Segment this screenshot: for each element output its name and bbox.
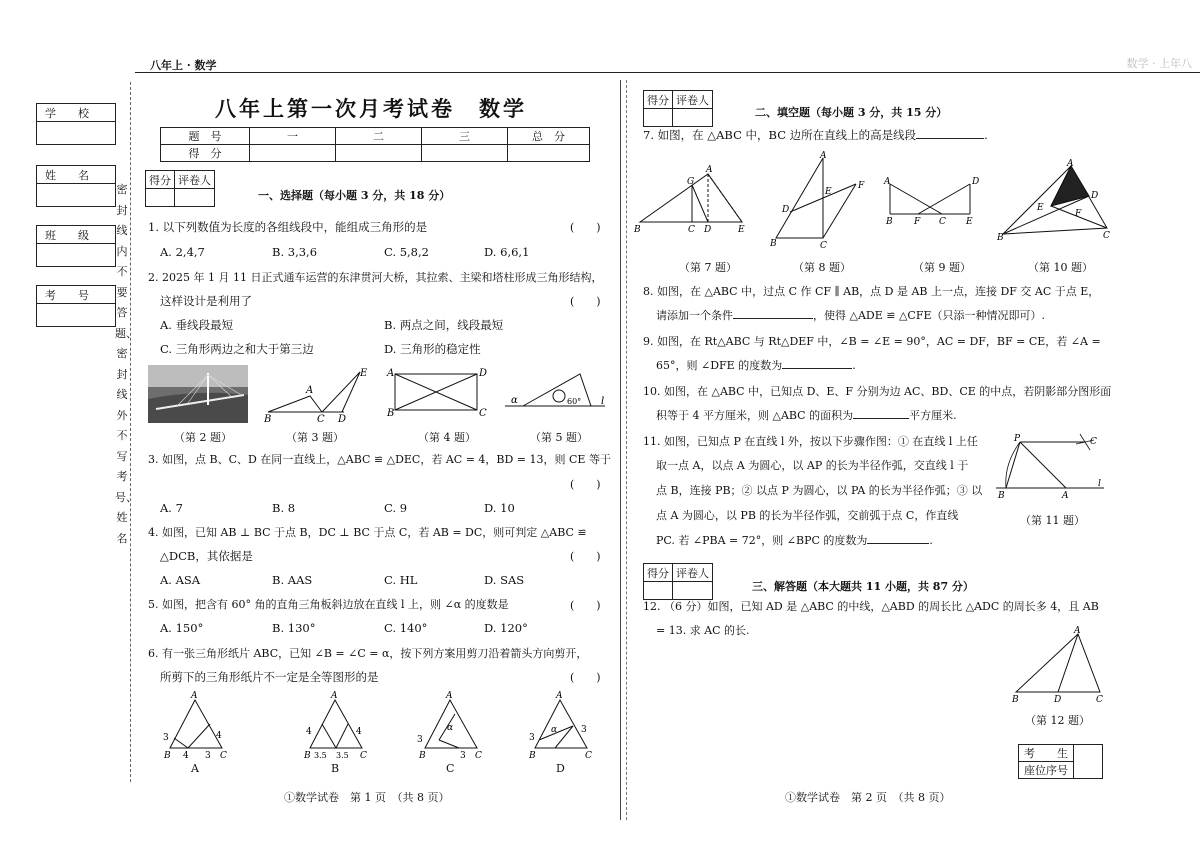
svg-text:B: B bbox=[634, 225, 641, 235]
svg-text:C: C bbox=[1103, 231, 1110, 241]
class-field[interactable] bbox=[36, 225, 116, 267]
section-1-title: 一、选择题（每小题 3 分，共 18 分） bbox=[258, 189, 451, 202]
q11-text-1: 11. 如图，已知点 P 在直线 l 外，按以下步骤作图：① 在直线 l 上任 bbox=[643, 435, 978, 448]
svg-text:4: 4 bbox=[356, 727, 362, 737]
q10-text-1: 10. 如图，在 △ABC 中，已知点 D、E、F 分别为边 AC、BD、CE 的中点，若阴影部分图形面 bbox=[643, 385, 1112, 398]
figure-q6-d bbox=[525, 690, 595, 765]
svg-text:A: A bbox=[1062, 491, 1069, 501]
q7-stem: 7. 如图，在 △ABC 中，BC 边所在直线上的高是线段 bbox=[643, 128, 917, 142]
q4-option-c: C. HL bbox=[384, 573, 418, 587]
svg-text:A: A bbox=[556, 691, 563, 701]
figure-q10 bbox=[995, 158, 1115, 243]
fig3-caption: （第 3 题） bbox=[286, 431, 344, 444]
q3-option-a: A. 7 bbox=[160, 501, 183, 515]
q8-end: ，使得 △ADE ≌ △CFE（只添一种情况即可）. bbox=[813, 309, 1045, 322]
svg-text:C: C bbox=[1096, 695, 1103, 705]
grader-reviewer-cell[interactable] bbox=[673, 582, 713, 600]
svg-text:B: B bbox=[387, 408, 395, 419]
name-label: 姓 名 bbox=[37, 166, 115, 184]
svg-text:3: 3 bbox=[581, 725, 587, 735]
svg-text:D: D bbox=[782, 205, 790, 215]
page-title: 八年上第一次月考试卷 数学 bbox=[215, 97, 527, 121]
svg-text:B: B bbox=[998, 491, 1005, 501]
q10-blank[interactable] bbox=[853, 418, 909, 419]
score-cell[interactable] bbox=[336, 145, 422, 162]
svg-text:A: A bbox=[820, 151, 827, 161]
q6-label-b: B bbox=[331, 762, 340, 775]
svg-text:A: A bbox=[884, 177, 891, 187]
q1-option-d: D. 6,6,1 bbox=[484, 245, 530, 259]
figure-q6-a bbox=[160, 690, 230, 765]
q9-blank[interactable] bbox=[782, 368, 852, 369]
q4-option-d: D. SAS bbox=[484, 573, 525, 587]
footer-page-1: ①数学试卷 第 1 页 （共 8 页） bbox=[284, 791, 450, 804]
seat-number-box bbox=[1018, 744, 1103, 779]
svg-text:A: A bbox=[191, 691, 198, 701]
score-cell[interactable] bbox=[250, 145, 336, 162]
fig7-caption: （第 7 题） bbox=[679, 261, 737, 274]
q4-option-b: B. AAS bbox=[272, 573, 313, 587]
grader-reviewer-label: 评卷人 bbox=[175, 171, 215, 189]
q4-text-1: 4. 如图，已知 AB ⊥ BC 于点 B，DC ⊥ BC 于点 C，若 AB = DC，则可判定 △ABC ≌ bbox=[148, 526, 587, 539]
school-label: 学 校 bbox=[37, 104, 115, 122]
q8-text-1: 8. 如图，在 △ABC 中，过点 C 作 CF ∥ AB，点 D 是 AB 上一点，连接 DF 交 AC 于点 E， bbox=[643, 285, 1100, 298]
header-subject: 八年上 · 数学 bbox=[150, 59, 217, 72]
svg-text:3.5: 3.5 bbox=[336, 751, 349, 760]
seat-number-cell[interactable] bbox=[1074, 745, 1103, 779]
svg-text:A: A bbox=[1074, 626, 1081, 636]
q11-end: . bbox=[929, 534, 933, 547]
q3-option-b: B. 8 bbox=[272, 501, 296, 515]
grader-score-cell[interactable] bbox=[644, 109, 673, 127]
q2-text-1: 2. 2025 年 1 月 11 日正式通车运营的东津贯河大桥，其拉索、主梁和塔柱形成三角形结构， bbox=[148, 271, 603, 284]
svg-text:C: C bbox=[479, 408, 487, 419]
q9-stem: 65°，则 ∠DFE 的度数为 bbox=[656, 359, 783, 372]
q5-option-d: D. 120° bbox=[484, 621, 528, 635]
fig9-caption: （第 9 题） bbox=[913, 261, 971, 274]
grader-score-cell[interactable] bbox=[644, 582, 673, 600]
svg-text:F: F bbox=[858, 181, 865, 191]
svg-text:E: E bbox=[1037, 203, 1044, 213]
svg-text:D: D bbox=[704, 225, 712, 235]
figure-q5 bbox=[505, 368, 610, 416]
q4-option-a: A. ASA bbox=[160, 573, 201, 587]
q6-label-c: C bbox=[446, 762, 455, 775]
page-divider-dashed bbox=[626, 80, 627, 820]
svg-text:A: A bbox=[706, 165, 713, 175]
q7-blank[interactable] bbox=[916, 138, 984, 139]
score-cell[interactable] bbox=[422, 145, 508, 162]
school-field[interactable] bbox=[36, 103, 116, 145]
score-header-total: 总 分 bbox=[508, 128, 590, 145]
q5-option-a: A. 150° bbox=[160, 621, 204, 635]
figure-q7 bbox=[632, 160, 752, 240]
fig11-caption: （第 11 题） bbox=[1020, 514, 1085, 527]
score-header-part2: 二 bbox=[336, 128, 422, 145]
svg-text:l: l bbox=[601, 396, 605, 407]
figure-q12 bbox=[1008, 624, 1108, 706]
grader-reviewer-cell[interactable] bbox=[175, 189, 215, 207]
svg-text:3: 3 bbox=[163, 733, 169, 743]
q9-text-2 bbox=[656, 358, 856, 374]
q10-end: 平方厘米. bbox=[909, 409, 957, 422]
svg-text:B: B bbox=[886, 217, 893, 227]
q11-text-4: 点 A 为圆心，以 PB 的长为半径作弧，交前弧于点 C，作直线 bbox=[656, 509, 959, 522]
q6-text-2: 所剪下的三角形纸片不一定是全等图形的是 bbox=[160, 670, 379, 684]
grader-score-label: 得分 bbox=[644, 91, 673, 109]
score-cell[interactable] bbox=[508, 145, 590, 162]
q3-text: 3. 如图，点 B、C、D 在同一直线上，△ABC ≌ △DEC，若 AC = 4，BD = 13，则 CE 等于 bbox=[148, 453, 611, 466]
header-rule bbox=[135, 72, 1200, 73]
svg-text:α: α bbox=[447, 723, 454, 733]
q8-stem: 请添加一个条件 bbox=[656, 309, 733, 322]
grader-box bbox=[145, 170, 215, 207]
svg-text:4: 4 bbox=[216, 731, 222, 741]
figure-q3 bbox=[262, 366, 372, 424]
svg-text:E: E bbox=[738, 225, 745, 235]
q11-text-5 bbox=[656, 533, 933, 549]
figure-q6-b bbox=[300, 690, 370, 765]
q7-text bbox=[643, 127, 988, 143]
q6-answer[interactable]: ( ) bbox=[570, 671, 601, 684]
q7-end: . bbox=[984, 128, 988, 142]
q2-option-b: B. 两点之间，线段最短 bbox=[384, 318, 504, 332]
svg-text:B: B bbox=[770, 239, 777, 249]
fig2-caption: （第 2 题） bbox=[174, 431, 232, 444]
q1-option-b: B. 3,3,6 bbox=[272, 245, 318, 259]
svg-text:F: F bbox=[914, 217, 921, 227]
score-row-label: 得 分 bbox=[161, 145, 250, 162]
svg-text:α: α bbox=[511, 395, 518, 406]
svg-text:l: l bbox=[1098, 479, 1101, 489]
header-mirror: 数学 · 上年八 bbox=[1126, 57, 1192, 70]
section-2-title: 二、填空题（每小题 3 分，共 15 分） bbox=[755, 106, 948, 119]
q2-option-a: A. 垂线段最短 bbox=[160, 318, 234, 332]
svg-text:C: C bbox=[820, 241, 827, 250]
score-header-item: 题 号 bbox=[161, 128, 250, 145]
svg-text:C: C bbox=[475, 751, 482, 761]
svg-text:B: B bbox=[304, 751, 311, 761]
section-3-title: 三、解答题（本大题共 11 小题，共 87 分） bbox=[752, 580, 974, 593]
q6-text-1: 6. 有一张三角形纸片 ABC，已知 ∠B = ∠C = α，按下列方案用剪刀沿着箭头方向剪开， bbox=[148, 647, 588, 660]
svg-text:C: C bbox=[317, 414, 325, 424]
svg-text:B: B bbox=[419, 751, 426, 761]
svg-text:B: B bbox=[264, 414, 272, 424]
svg-text:C: C bbox=[220, 751, 227, 761]
svg-text:A: A bbox=[387, 368, 395, 379]
svg-text:C: C bbox=[585, 751, 592, 761]
q6-label-d: D bbox=[556, 762, 565, 775]
seal-line bbox=[130, 82, 131, 782]
grader-reviewer-label: 评卷人 bbox=[673, 564, 713, 582]
fig8-caption: （第 8 题） bbox=[793, 261, 851, 274]
grader-box-2 bbox=[643, 90, 713, 127]
page-divider bbox=[620, 80, 621, 820]
svg-text:F: F bbox=[1075, 209, 1082, 219]
svg-text:B: B bbox=[997, 233, 1004, 243]
q3-option-d: D. 10 bbox=[484, 501, 515, 515]
q1-option-a: A. 2,4,7 bbox=[160, 245, 205, 259]
svg-text:D: D bbox=[1091, 191, 1099, 201]
q3-option-c: C. 9 bbox=[384, 501, 408, 515]
svg-text:3.5: 3.5 bbox=[314, 751, 327, 760]
fig5-caption: （第 5 题） bbox=[530, 431, 588, 444]
svg-text:P: P bbox=[1014, 434, 1021, 444]
q11-text-3: 点 B，连接 PB；② 以点 P 为圆心，以 PA 的长为半径作弧；③ 以 bbox=[656, 484, 983, 497]
q4-answer[interactable]: ( ) bbox=[570, 550, 601, 563]
q5-option-b: B. 130° bbox=[272, 621, 316, 635]
grader-box-3 bbox=[643, 563, 713, 600]
svg-text:4: 4 bbox=[306, 727, 312, 737]
svg-text:C: C bbox=[939, 217, 946, 227]
exam-number-field[interactable] bbox=[36, 285, 116, 327]
fig4-caption: （第 4 题） bbox=[418, 431, 476, 444]
svg-text:4: 4 bbox=[183, 751, 189, 761]
q9-end: . bbox=[852, 359, 856, 372]
class-label: 班 级 bbox=[37, 226, 115, 244]
grader-score-cell[interactable] bbox=[146, 189, 175, 207]
svg-text:E: E bbox=[360, 368, 368, 379]
q12-text-1: 12. （6 分）如图，已知 AD 是 △ABC 的中线，△ABD 的周长比 △ADC 的周长多 4，且 AB bbox=[643, 600, 1099, 613]
q8-text-2 bbox=[656, 308, 1045, 324]
footer-page-2: ①数学试卷 第 2 页 （共 8 页） bbox=[785, 791, 951, 804]
svg-text:B: B bbox=[529, 751, 536, 761]
seat-label-1: 考 生 bbox=[1019, 745, 1074, 762]
q11-text-2: 取一点 A，以点 A 为圆心，以 AP 的长为半径作弧，交直线 l 于 bbox=[656, 459, 969, 472]
svg-text:D: D bbox=[972, 177, 980, 187]
q5-answer[interactable]: ( ) bbox=[570, 599, 601, 612]
q12-text-2: = 13. 求 AC 的长. bbox=[656, 624, 750, 637]
svg-text:3: 3 bbox=[205, 751, 211, 761]
svg-text:3: 3 bbox=[460, 751, 466, 761]
svg-text:G: G bbox=[687, 177, 695, 187]
q2-text-2: 这样设计是利用了 bbox=[160, 294, 252, 308]
svg-text:A: A bbox=[1067, 159, 1074, 169]
svg-text:C: C bbox=[360, 751, 367, 761]
q4-text-2: △DCB，其依据是 bbox=[160, 549, 253, 563]
svg-text:3: 3 bbox=[417, 735, 423, 745]
svg-text:D: D bbox=[1054, 695, 1062, 705]
svg-text:B: B bbox=[164, 751, 171, 761]
q1-answer[interactable]: ( ) bbox=[570, 221, 601, 234]
svg-text:60°: 60° bbox=[567, 397, 582, 406]
q10-text-2 bbox=[656, 408, 957, 424]
q2-answer[interactable]: ( ) bbox=[570, 295, 601, 308]
q11-blank[interactable] bbox=[867, 543, 929, 544]
score-header-part3: 三 bbox=[422, 128, 508, 145]
q11-stem: PC. 若 ∠PBA = 72°，则 ∠BPC 的度数为 bbox=[656, 534, 868, 547]
svg-text:E: E bbox=[966, 217, 973, 227]
figure-q4 bbox=[385, 366, 495, 424]
q1-text: 1. 以下列数值为长度的各组线段中，能组成三角形的是 bbox=[148, 220, 428, 234]
svg-text:E: E bbox=[825, 187, 832, 197]
figure-q8 bbox=[768, 150, 868, 250]
seat-label-2: 座位序号 bbox=[1019, 762, 1074, 779]
q8-blank[interactable] bbox=[733, 318, 813, 319]
svg-text:A: A bbox=[306, 385, 314, 396]
bridge-photo bbox=[148, 365, 248, 423]
svg-text:A: A bbox=[446, 691, 453, 701]
svg-text:3: 3 bbox=[529, 733, 535, 743]
exam-number-label: 考 号 bbox=[37, 286, 115, 304]
fig10-caption: （第 10 题） bbox=[1028, 261, 1093, 274]
q5-text: 5. 如图，把含有 60° 角的直角三角板斜边放在直线 l 上，则 ∠α 的度数是 bbox=[148, 598, 509, 611]
name-field[interactable] bbox=[36, 165, 116, 207]
figure-q9 bbox=[882, 172, 982, 232]
q1-option-c: C. 5,8,2 bbox=[384, 245, 429, 259]
svg-text:D: D bbox=[338, 414, 347, 424]
grader-reviewer-cell[interactable] bbox=[673, 109, 713, 127]
grader-score-label: 得分 bbox=[644, 564, 673, 582]
score-header-part1: 一 bbox=[250, 128, 336, 145]
q3-answer[interactable]: ( ) bbox=[570, 478, 601, 491]
q2-option-c: C. 三角形两边之和大于第三边 bbox=[160, 342, 314, 356]
fig12-caption: （第 12 题） bbox=[1025, 714, 1090, 727]
q5-option-c: C. 140° bbox=[384, 621, 428, 635]
q9-text-1: 9. 如图，在 Rt△ABC 与 Rt△DEF 中，∠B = ∠E = 90°，AC = DF，BF = CE，若 ∠A = bbox=[643, 335, 1101, 348]
q6-label-a: A bbox=[191, 762, 199, 775]
svg-text:B: B bbox=[1012, 695, 1019, 705]
svg-text:D: D bbox=[479, 368, 488, 379]
svg-text:A: A bbox=[331, 691, 338, 701]
figure-q11 bbox=[996, 432, 1108, 504]
svg-text:C: C bbox=[1090, 437, 1097, 447]
figure-q6-c bbox=[415, 690, 485, 765]
q10-stem: 积等于 4 平方厘米，则 △ABC 的面积为 bbox=[656, 409, 854, 422]
seal-instruction: 密封线内不要答题、密封线外不写考号、姓名 bbox=[115, 183, 137, 545]
svg-text:C: C bbox=[688, 225, 695, 235]
q2-option-d: D. 三角形的稳定性 bbox=[384, 342, 481, 356]
score-table bbox=[160, 127, 590, 162]
grader-reviewer-label: 评卷人 bbox=[673, 91, 713, 109]
grader-score-label: 得分 bbox=[146, 171, 175, 189]
svg-text:α: α bbox=[551, 725, 558, 735]
